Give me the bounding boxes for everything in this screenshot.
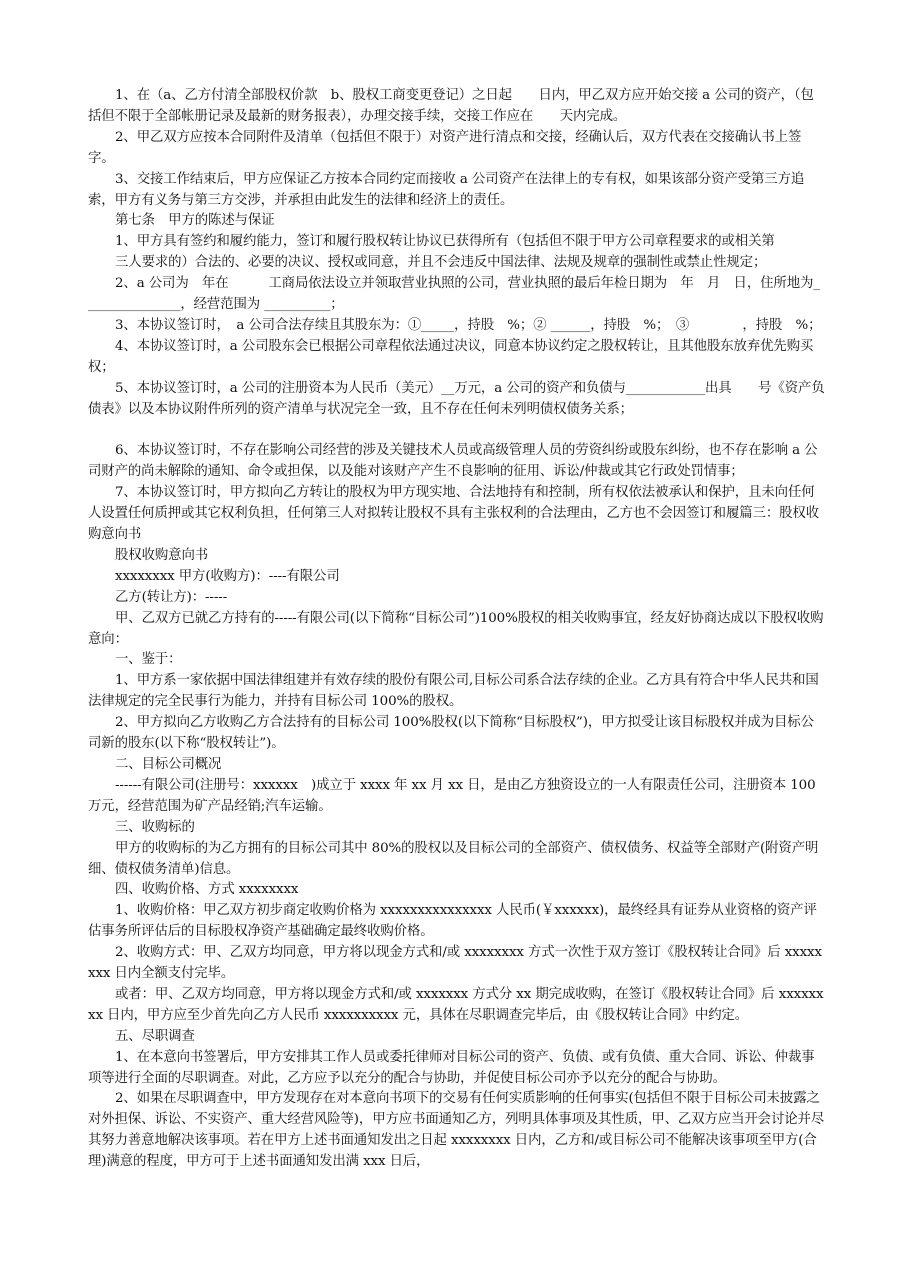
document-page (88, 86, 825, 1173)
document-paragraph: 二、目标公司概况 (115, 756, 222, 772)
document-paragraph: 三人要求的）合法的、必要的决议、授权或同意，并且不会违反中国法律、法规及规章的强制性或禁止性规定； (115, 255, 767, 271)
document-paragraph: 三、收购标的 (115, 819, 195, 835)
document-paragraph: 甲方的收购标的为乙方拥有的目标公司其中 80%的股权以及目标公司的全部资产、债权债务、权益等全部财产(附资产明细、债权债务清单)信息。 (88, 840, 819, 877)
document-paragraph: 一、鉴于： (115, 652, 182, 668)
document-paragraph: 2、收购方式：甲、乙双方均同意，甲方将以现金方式和/或 xxxxxxxx 方式一次性于双方签订《股权转让合同》后 xxxxxxxx 日内全额支付完毕。 (88, 945, 822, 982)
document-paragraph: 2、甲乙双方应按本合同附件及清单（包括但不限于）对资产进行清点和交接，经确认后，双方代表在交接确认书上签字。 (88, 129, 802, 166)
document-paragraph: 甲、乙双方已就乙方持有的-----有限公司(以下简称“目标公司”)100%股权的相关收购事宜，经友好协商达成以下股权收购意向： (88, 610, 824, 647)
document-paragraph: xxxxxxxx 甲方(收购方)：----有限公司 (115, 568, 340, 584)
document-paragraph: 1、收购价格：甲乙双方初步商定收购价格为 xxxxxxxxxxxxxxx 人民币(￥xxxxxx)，最终经具有证券从业资格的资产评估事务所评估后的目标股权净资产基础确定最终收购价格。 (88, 903, 817, 940)
document-paragraph: 6、本协议签订时，不存在影响公司经营的涉及关键技术人员或高级管理人员的劳资纠纷或股东纠纷，也不存在影响 a 公司财产的尚未解除的通知、命令或担保，以及能对该财产产生不良影响的征用、诉讼/仲裁或其它行政处罚情事； (88, 443, 818, 480)
document-paragraph: 2、如果在尽职调查中，甲方发现存在对本意向书项下的交易有任何实质影响的任何事实(包括但不限于目标公司未披露之对外担保、诉讼、不实资产、重大经营风险等)，甲方应书面通知乙方，列明具体事项及其性质，甲、乙双方应当开会讨论并尽其努力善意地解决该事项。若在甲方上述书面通知发出之日起 xxxxxxxx 日内，乙方和/或目标公司不能解决该事项至甲方(合理)满意的程度，甲方可于上述书面通知发出满 xxx 日后， (88, 1091, 825, 1170)
document-paragraph: 3、交接工作结束后，甲方应保证乙方按本合同约定而接收 a 公司资产在法律上的专有权，如果该部分资产受第三方追索，甲方有义务与第三方交涉，并承担由此发生的法律和经济上的责任。 (88, 171, 805, 208)
document-paragraph: 7、本协议签订时，甲方拟向乙方转让的股权为甲方现实地、合法地持有和控制，所有权依法被承认和保护，且未向任何人设置任何质押或其它权利负担，任何第三人对拟转让股权不具有主张权利的合法理由，乙方也不会因签订和履篇三：股权收购意向书 (88, 485, 819, 543)
document-paragraph: 股权收购意向书 (115, 547, 209, 563)
document-paragraph: 3、本协议签订时， a 公司合法存续且其股东为：①_____，持股 %；② ______，持股 %； ③ ，持股 %； (115, 317, 822, 333)
document-paragraph: 乙方(转让方)：----- (115, 589, 228, 605)
document-paragraph: 四、收购价格、方式 xxxxxxxx (115, 882, 299, 898)
document-paragraph: 1、在本意向书签署后，甲方安排其工作人员或委托律师对目标公司的资产、负债、或有负债、重大合同、诉讼、仲裁事项等进行全面的尽职调查。对此，乙方应予以充分的配合与协助，并促使目标公司亦予以充分的配合与协助。 (88, 1049, 815, 1086)
document-paragraph: 5、本协议签订时，a 公司的注册资本为人民币（美元）__万元，a 公司的资产和负债与____________出具 号《资产负债表》以及本协议附件所列的资产清单与状况完全一致，且不存在任何未列明债权债务关系； (88, 380, 825, 417)
document-paragraph: 1、在（a、乙方付清全部股权价款 b、股权工商变更登记）之日起 日内，甲乙双方应开始交接 a 公司的资产，（包括但不限于全部帐册记录及最新的财务报表），办理交接手续，交接工作应在 天内完成。 (88, 88, 814, 124)
document-paragraph: 或者：甲、乙双方均同意，甲方将以现金方式和/或 xxxxxxx 方式分 xx 期完成收购，在签订《股权转让合同》后 xxxxxxxx 日内，甲方应至少首先向乙方人民币 xxxxxxxxxx 元，具体在尽职调查完毕后，由《股权转让合同》中约定。 (88, 986, 824, 1023)
document-paragraph: 4、本协议签订时，a 公司股东会已根据公司章程依法通过决议，同意本协议约定之股权转让，且其他股东放弃优先购买权； (88, 338, 814, 375)
document-paragraph: 1、甲方系一家依据中国法律组建并有效存续的股份有限公司,目标公司系合法存续的企业。乙方具有符合中华人民共和国法律规定的完全民事行为能力，并持有目标公司 100%的股权。 (88, 673, 819, 710)
document-paragraph: ------有限公司(注册号：xxxxxx )成立于 xxxx 年 xx 月 xx 日，是由乙方独资设立的一人有限责任公司，注册资本 100 万元，经营范围为矿产品经销;汽车运输。 (88, 777, 820, 814)
document-paragraph: 第七条 甲方的陈述与保证 (115, 213, 275, 229)
paragraph-spacer (88, 421, 825, 442)
document-paragraph: 2、a 公司为 年在 工商局依法设立并领取营业执照的公司，营业执照的最后年检日期为 年 月 日，住所地为_______________，经营范围为 __________； (88, 276, 820, 313)
document-paragraph: 1、甲方具有签约和履约能力，签订和履行股权转让协议已获得所有（包括但不限于甲方公司章程要求的或相关第 (115, 234, 775, 250)
document-paragraph: 五、尽职调查 (115, 1028, 195, 1044)
document-paragraph: 2、甲方拟向乙方收购乙方合法持有的目标公司 100%股权(以下简称“目标股权”)，甲方拟受让该目标股权并成为目标公司新的股东(以下称“股权转让”)。 (88, 715, 814, 752)
